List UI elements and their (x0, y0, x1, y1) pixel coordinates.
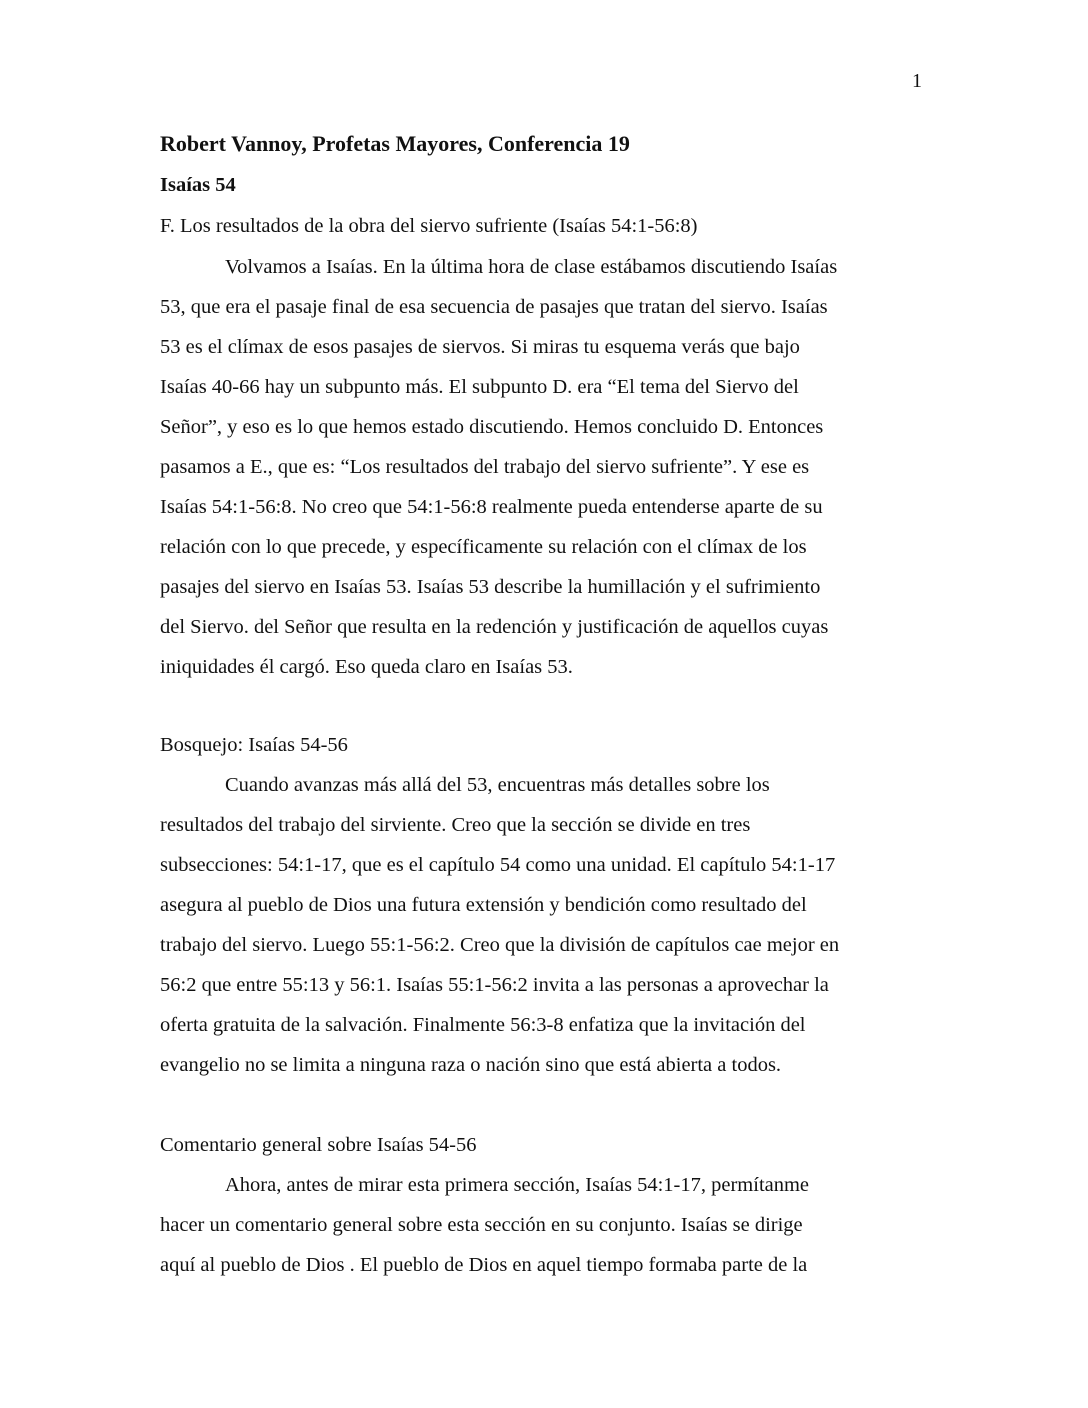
heading-commentary: Comentario general sobre Isaías 54-56 (160, 1134, 477, 1156)
text-line: Señor”, y eso es lo que hemos estado discutiendo. Hemos concluido D. Entonces (160, 416, 824, 438)
text-line: 53 es el clímax de esos pasajes de siervos. Si miras tu esquema verás que bajo (160, 336, 800, 358)
text-line: resultados del trabajo del sirviente. Creo que la sección se divide en tres (160, 814, 751, 836)
text-line: trabajo del siervo. Luego 55:1-56:2. Creo que la división de capítulos cae mejor en (160, 934, 840, 956)
page-number: 1 (912, 70, 922, 92)
text-line: oferta gratuita de la salvación. Finalmente 56:3-8 enfatiza que la invitación del (160, 1014, 806, 1036)
text-line: evangelio no se limita a ninguna raza o nación sino que está abierta a todos. (160, 1054, 782, 1076)
document-title: Robert Vannoy, Profetas Mayores, Conferencia 19 (160, 131, 630, 156)
text-line: asegura al pueblo de Dios una futura extensión y bendición como resultado del (160, 894, 807, 916)
text-line: del Siervo. del Señor que resulta en la redención y justificación de aquellos cuyas (160, 616, 829, 638)
text-line: subsecciones: 54:1-17, que es el capítulo 54 como una unidad. El capítulo 54:1-17 (160, 854, 836, 876)
text-line: Isaías 40-66 hay un subpunto más. El subpunto D. era “El tema del Siervo del (160, 376, 799, 398)
text-line: aquí al pueblo de Dios . El pueblo de Dios en aquel tiempo formaba parte de la (160, 1254, 808, 1276)
text-line: relación con lo que precede, y específicamente su relación con el clímax de los (160, 536, 807, 558)
text-line: pasajes del siervo en Isaías 53. Isaías 53 describe la humillación y el sufrimiento (160, 576, 821, 598)
text-line: hacer un comentario general sobre esta sección en su conjunto. Isaías se dirige (160, 1214, 803, 1236)
text-line: Ahora, antes de mirar esta primera sección, Isaías 54:1-17, permítanme (225, 1174, 810, 1196)
text-line: iniquidades él cargó. Eso queda claro en Isaías 53. (160, 656, 573, 678)
section-heading: F. Los resultados de la obra del siervo sufriente (Isaías 54:1-56:8) (160, 215, 698, 237)
text-line: pasamos a E., que es: “Los resultados del trabajo del siervo sufriente”. Y ese es (160, 456, 810, 478)
text-line: Volvamos a Isaías. En la última hora de clase estábamos discutiendo Isaías (225, 256, 838, 278)
text-line: 53, que era el pasaje final de esa secuencia de pasajes que tratan del siervo. Isaías (160, 296, 828, 318)
document-subtitle: Isaías 54 (160, 174, 236, 196)
text-line: Isaías 54:1-56:8. No creo que 54:1-56:8 realmente pueda entenderse aparte de su (160, 496, 823, 518)
text-line: 56:2 que entre 55:13 y 56:1. Isaías 55:1-56:2 invita a las personas a aprovechar la (160, 974, 829, 996)
heading-outline: Bosquejo: Isaías 54-56 (160, 734, 348, 756)
text-line: Cuando avanzas más allá del 53, encuentras más detalles sobre los (225, 774, 770, 796)
